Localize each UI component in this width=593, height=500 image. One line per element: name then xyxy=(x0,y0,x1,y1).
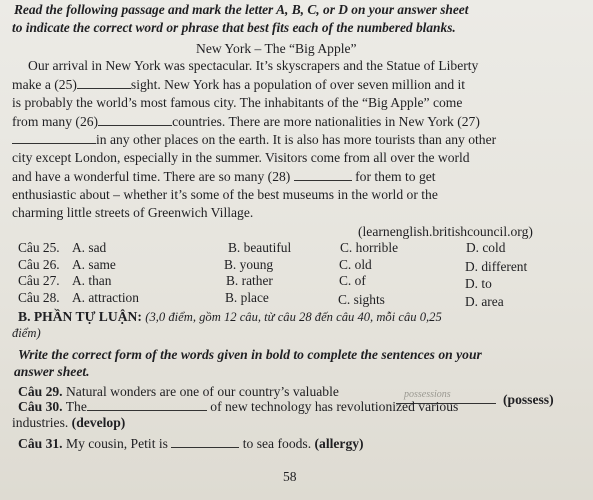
passage-line-4 xyxy=(12,114,480,130)
q31-label: Câu 31. xyxy=(18,436,63,451)
q25-option-b: B. beautiful xyxy=(228,240,292,255)
question-31 xyxy=(18,436,364,452)
q27-option-b: B. rather xyxy=(226,273,273,288)
blank-28 xyxy=(294,169,352,181)
q31-word: (allergy) xyxy=(314,436,364,451)
passage-line-7-start: and have a wonderful time. There are so many (28) xyxy=(12,169,291,184)
passage-line-2-start: make a (25) xyxy=(12,77,77,92)
passage-line-9: charming little streets of Greenwich Village. xyxy=(12,205,254,220)
q26-option-b: B. young xyxy=(224,257,274,272)
section-b-note: (3,0 điểm, gồm 12 câu, từ câu 28 đến câu 40, mỗi câu 0,25 xyxy=(145,310,442,324)
passage-line-7-end: for them to get xyxy=(355,169,436,184)
section-b-heading: B. PHẦN TỰ LUẬN: xyxy=(18,309,142,324)
q29-faded-answer: possessions xyxy=(404,389,451,400)
q30-answer-blank xyxy=(87,399,207,411)
passage-title: New York – The “Big Apple” xyxy=(196,41,357,56)
q25-option-c: C. horrible xyxy=(340,240,399,255)
q31-text-start: My cousin, Petit is xyxy=(65,436,168,451)
instruction-line-2: to indicate the correct word or phrase that best fits each of the numbered blanks. xyxy=(12,20,456,35)
q28-option-b: B. place xyxy=(225,290,269,305)
q26-option-a: A. same xyxy=(72,257,116,272)
q26-label: Câu 26. xyxy=(18,257,60,272)
instruction-line-1: Read the following passage and mark the letter A, B, C, or D on your answer sheet xyxy=(14,2,469,17)
q29-text: Natural wonders are one of our country’s valuable xyxy=(65,384,339,399)
q25-label: Câu 25. xyxy=(18,240,60,255)
q28-label: Câu 28. xyxy=(18,290,60,305)
passage-line-3: is probably the world’s most famous city. The inhabitants of the “Big Apple” come xyxy=(12,95,463,110)
q30-text-start: The xyxy=(65,399,87,414)
q25-option-a: A. sad xyxy=(72,240,107,255)
writing-instruction-2: answer sheet. xyxy=(14,364,90,379)
q31-answer-blank xyxy=(171,436,239,448)
q27-label: Câu 27. xyxy=(18,273,60,288)
writing-instruction-1: Write the correct form of the words given in bold to complete the sentences on your xyxy=(18,347,482,362)
blank-25 xyxy=(77,77,131,89)
q27-option-c: C. of xyxy=(339,273,366,288)
q28-option-a: A. attraction xyxy=(72,290,139,305)
question-29 xyxy=(18,384,339,400)
q27-option-d: D. to xyxy=(465,276,492,291)
q28-option-c: C. sights xyxy=(338,292,385,307)
q26-option-d: D. different xyxy=(465,259,528,274)
q30-word: (develop) xyxy=(71,415,126,430)
page-number: 58 xyxy=(283,469,297,484)
passage-line-4-start: from many (26) xyxy=(12,114,99,129)
passage-line-2-end: sight. New York has a population of over seven million and it xyxy=(130,77,466,92)
q29-word: (possess) xyxy=(503,392,554,407)
section-b-heading-line xyxy=(18,309,442,325)
passage-line-4-end: countries. There are more nationalities in New York (27) xyxy=(172,114,480,129)
q28-option-d: D. area xyxy=(465,294,504,309)
q26-option-c: C. old xyxy=(339,257,372,272)
section-b-note-cont: điểm) xyxy=(12,326,41,340)
q30-label: Câu 30. xyxy=(18,399,63,414)
q30-text-cont: industries. xyxy=(12,415,69,430)
q30-text-end: of new technology has revolutionized various xyxy=(210,399,459,414)
question-30-cont xyxy=(12,415,125,431)
q27-option-a: A. than xyxy=(72,273,112,288)
passage-line-8: enthusiastic about – whether it’s some of the best museums in the world or the xyxy=(12,187,438,202)
passage-line-7 xyxy=(12,169,436,185)
passage-line-5-text: in any other places on the earth. It is also has more tourists than any other xyxy=(96,132,497,147)
passage-line-1: Our arrival in New York was spectacular. It’s skyscrapers and the Statue of Liberty xyxy=(28,58,479,73)
passage-line-6: city except London, especially in the summer. Visitors come from all over the world xyxy=(12,150,470,165)
blank-26 xyxy=(98,114,172,126)
passage-line-5 xyxy=(12,132,496,148)
q31-text-end: to sea foods. xyxy=(242,436,312,451)
question-30 xyxy=(18,399,458,415)
q25-option-d: D. cold xyxy=(466,240,506,255)
blank-27 xyxy=(12,132,96,144)
passage-line-2 xyxy=(12,77,465,93)
q29-label: Câu 29. xyxy=(18,384,63,399)
passage-source: (learnenglish.britishcouncil.org) xyxy=(358,224,533,239)
